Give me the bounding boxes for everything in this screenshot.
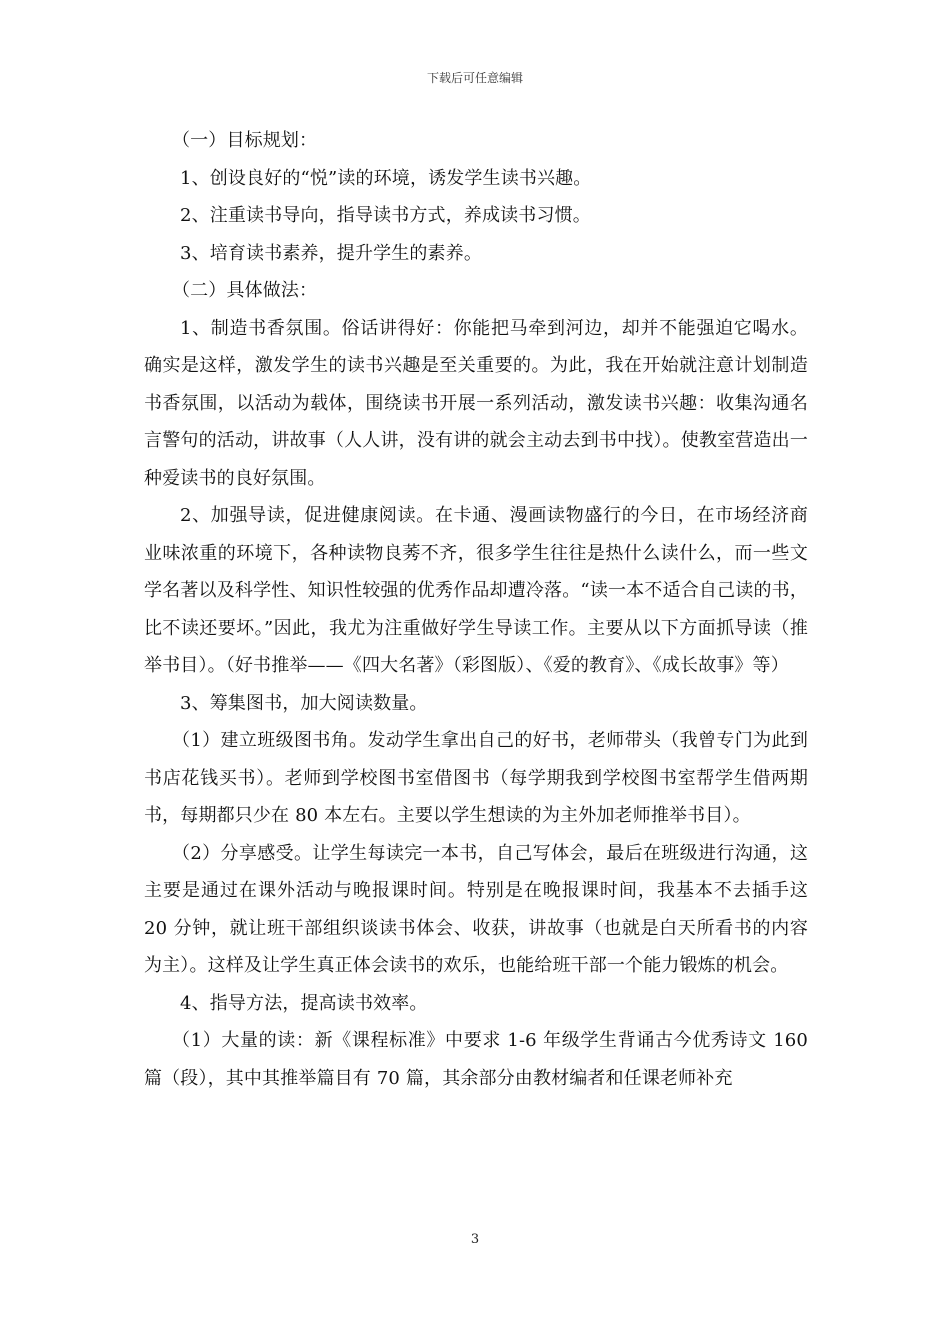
section-heading-goals: （一）目标规划： [172, 130, 318, 151]
paragraph-method-2: 2、加强导读，促进健康阅读。在卡通、漫画读物盛行的今日，在市场经济商业味浓重的环境下，各种读物良莠不齐，很多学生往往是热什么读什么，而一些文学名著以及科学性、知识性较强的优秀作品却遭冷落。“读一本不适合自己读的书，比不读还要坏。”因此，我尤为注重做好学生导读工作。主要从以下方面抓导读（推举书目）。（好书推举——《四大名著》（彩图版）、《爱的教育》、《成长故事》等） [144, 505, 808, 676]
paragraph-method-3-1: （1）建立班级图书角。发动学生拿出自己的好书，老师带头（我曾专门为此到书店花钱买书）。老师到学校图书室借图书（每学期我到学校图书室帮学生借两期书，每期都只少在 80 本左右。主要以学生想读的为主外加老师推举书目）。 [144, 730, 808, 826]
page-number: 3 [470, 1232, 480, 1247]
paragraph-method-4: 4、指导方法，提高读书效率。 [180, 992, 428, 1014]
paragraph-goal-1: 1、创设良好的“悦”读的环境，诱发学生读书兴趣。 [180, 167, 592, 189]
paragraph-method-3: 3、筹集图书，加大阅读数量。 [180, 692, 428, 714]
paragraph-goal-2: 2、注重读书导向，指导读书方式，养成读书习惯。 [180, 205, 591, 226]
paragraph-method-1: 1、制造书香氛围。俗话讲得好：你能把马牵到河边，却并不能强迫它喝水。确实是这样，激发学生的读书兴趣是至关重要的。为此，我在开始就注意计划制造书香氛围，以活动为载体，围绕读书开展一系列活动，激发读书兴趣：收集沟通名言警句的活动，讲故事（人人讲，没有讲的就会主动去到书中找）。使教室营造出一种爱读书的良好氛围。 [144, 317, 808, 489]
document-body [144, 122, 808, 1097]
paragraph-method-3-2: （2）分享感受。让学生每读完一本书，自己写体会，最后在班级进行沟通，这主要是通过在课外活动与晚报课时间。特别是在晚报课时间，我基本不去插手这 20 分钟，就让班干部组织谈读书体会、收获，讲故事（也就是白天所看书的内容为主）。这样及让学生真正体会读书的欢乐，也能给班干部一个能力锻炼的机会。 [144, 842, 808, 976]
page-header: 下载后可任意编辑 [426, 71, 523, 85]
paragraph-goal-3: 3、培育读书素养，提升学生的素养。 [180, 242, 483, 264]
paragraph-method-4-1: （1）大量的读：新《课程标准》中要求 1-6 年级学生背诵古今优秀诗文 160 篇（段），其中其推举篇目有 70 篇，其余部分由教材编者和任课老师补充 [144, 1030, 808, 1089]
section-heading-methods: （二）具体做法： [172, 280, 318, 301]
